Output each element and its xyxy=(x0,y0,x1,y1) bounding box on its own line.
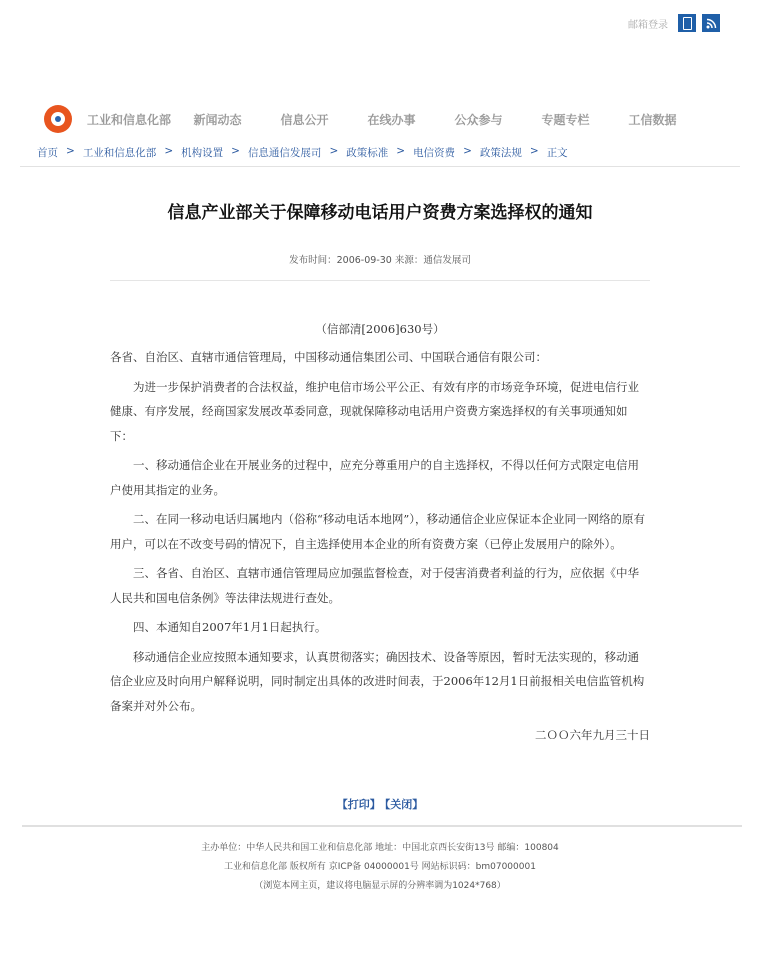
breadcrumb-separator: > xyxy=(329,145,339,157)
nav-item-special-topics[interactable]: 专题专栏 xyxy=(541,112,590,127)
footer xyxy=(0,839,760,896)
article-paragraph: 三、各省、自治区、直辖市通信管理局应加强监督检查，对于侵害消费者利益的行为，应依据《中华人民共和国电信条例》等法律法规进行查处。 xyxy=(110,566,639,605)
article-paragraph: 二、在同一移动电话归属地内（俗称“移动电话本地网”），移动通信企业应保证本企业同一网络的原有用户，可以在不改变号码的情况下，自主选择使用本企业的所有资费方案（已停止发展用户的除外）。 xyxy=(110,512,646,551)
main-nav xyxy=(44,104,720,134)
breadcrumb-regulations[interactable]: 政策法规 xyxy=(479,147,522,159)
breadcrumb-separator: > xyxy=(66,145,75,157)
breadcrumb-separator: > xyxy=(164,145,174,157)
site-logo-icon[interactable] xyxy=(44,105,72,133)
article-paragraph: 一、移动通信企业在开展业务的过程中，应充分尊重用户的自主选择权，不得以任何方式限定电信用户使用其指定的业务。 xyxy=(110,458,639,497)
breadcrumb-policy[interactable]: 政策标准 xyxy=(346,147,389,159)
nav-item-info-public[interactable]: 信息公开 xyxy=(280,112,329,127)
page-title: 信息产业部关于保障移动电话用户资费方案选择权的通知 xyxy=(167,203,593,223)
rss-icon[interactable] xyxy=(702,14,720,32)
nav-item-public-participation[interactable]: 公众参与 xyxy=(454,112,503,127)
article-body xyxy=(110,345,650,753)
breadcrumb-dept[interactable]: 信息通信发展司 xyxy=(247,147,322,159)
article-addressee: 各省、自治区、直辖市通信管理局，中国移动通信集团公司、中国联合通信有限公司： xyxy=(110,350,547,364)
top-utility-bar xyxy=(628,14,720,32)
breadcrumb-current: 正文 xyxy=(546,147,568,159)
breadcrumb-separator: > xyxy=(231,145,240,157)
breadcrumb-miit[interactable]: 工业和信息化部 xyxy=(82,147,157,159)
nav-item-data[interactable]: 工信数据 xyxy=(628,112,677,127)
breadcrumb-separator: > xyxy=(463,145,472,157)
close-button[interactable]: 【关闭】 xyxy=(384,798,424,811)
nav-item-miit[interactable]: 工业和信息化部 xyxy=(86,112,171,127)
article-date: 二ＯＯ六年九月三十日 xyxy=(535,728,650,742)
nav-item-online-service[interactable]: 在线办事 xyxy=(367,112,416,127)
footer-copyright: 工业和信息化部 版权所有 京ICP备 04000001号 网站标识码：bm07000001 xyxy=(224,862,536,872)
article-paragraph: 为进一步保护消费者的合法权益，维护电信市场公平公正、有效有序的市场竞争环境，促进电信行业健康、有序发展，经商国家发展改革委同意，现就保障移动电话用户资费方案选择权的有关事项通知如下： xyxy=(110,379,639,443)
breadcrumb-org[interactable]: 机构设置 xyxy=(181,147,224,159)
document-number: （信部清[2006]630号） xyxy=(315,322,445,336)
footer-divider xyxy=(22,825,742,827)
publish-meta: 发布时间：2006-09-30 来源：通信发展司 xyxy=(289,255,471,266)
print-button[interactable]: 【打印】 xyxy=(336,798,381,811)
breadcrumb-separator: > xyxy=(529,145,539,157)
breadcrumb-separator: > xyxy=(396,145,406,157)
nav-item-news[interactable]: 新闻动态 xyxy=(193,112,242,127)
mobile-icon[interactable] xyxy=(678,14,696,32)
meta-divider xyxy=(110,280,650,281)
mail-login-link[interactable]: 邮箱登录 xyxy=(628,19,668,31)
footer-sponsor: 主办单位：中华人民共和国工业和信息化部 地址：中国北京西长安街13号 邮编：100804 xyxy=(201,843,559,853)
article-paragraph: 移动通信企业应按照本通知要求，认真贯彻落实；确因技术、设备等原因，暂时无法实现的，移动通信企业应及时向用户解释说明，同时制定出具体的改进时间表，于2006年12月1日前报相关电信监管机构备案并对外公布。 xyxy=(110,649,645,713)
breadcrumb-home[interactable]: 首页 xyxy=(37,147,58,159)
article-actions xyxy=(0,796,760,812)
footer-resolution-note: （浏览本网主页，建议将电脑显示屏的分辨率调为1024*768） xyxy=(254,881,506,891)
breadcrumb xyxy=(37,145,568,160)
breadcrumb-tariff[interactable]: 电信资费 xyxy=(413,147,456,159)
breadcrumb-divider xyxy=(20,166,740,167)
article-paragraph: 四、本通知自2007年1月1日起执行。 xyxy=(133,620,327,634)
